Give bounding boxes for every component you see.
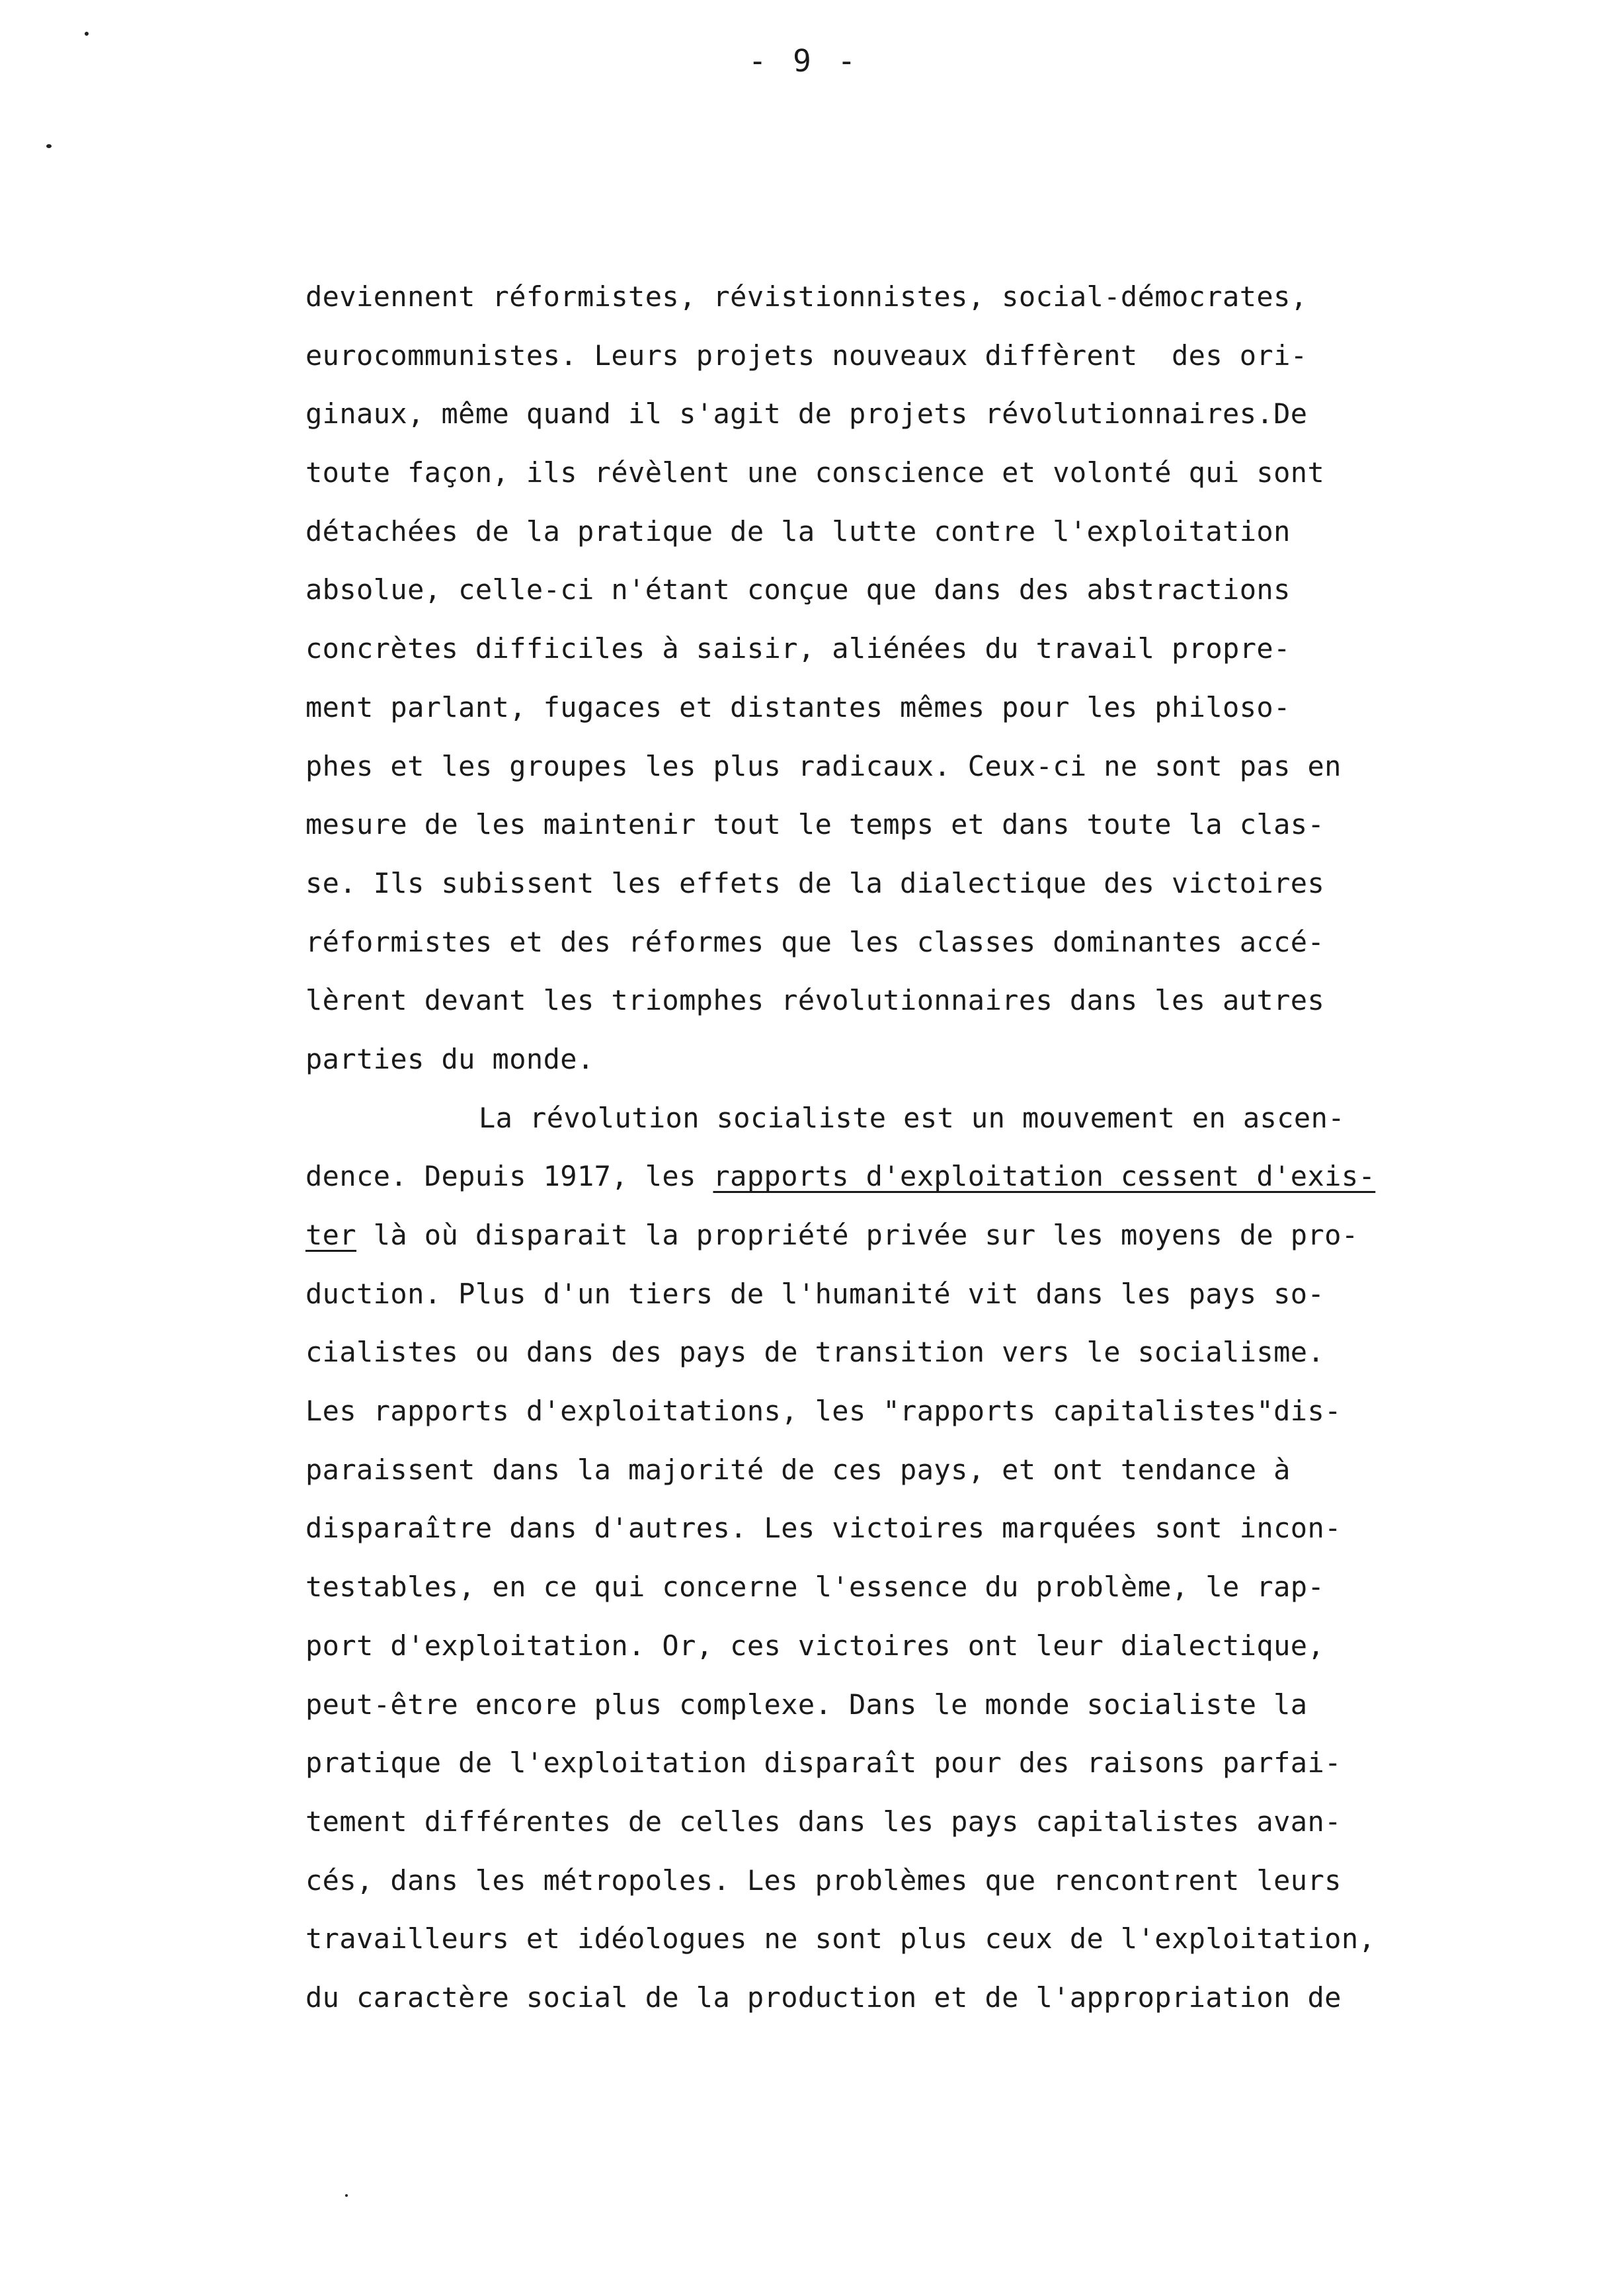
- text-line: disparaître dans d'autres. Les victoires marquées sont incon-: [305, 1512, 1342, 1545]
- text-line: phes et les groupes les plus radicaux. Ceux-ci ne sont pas en: [305, 749, 1342, 782]
- text-line: absolue, celle-ci n'étant conçue que dans des abstractions: [305, 573, 1291, 606]
- page-number: - 9 -: [748, 43, 860, 79]
- text-line: duction. Plus d'un tiers de l'humanité vit dans les pays so-: [305, 1277, 1325, 1310]
- text-line: [305, 1206, 1429, 1265]
- body-text: [305, 268, 1429, 2028]
- text-line: ment parlant, fugaces et distantes mêmes pour les philoso-: [305, 690, 1291, 723]
- text-line: tement différentes de celles dans les pays capitalistes avan-: [305, 1805, 1342, 1838]
- text-line: testables, en ce qui concerne l'essence du problème, le rap-: [305, 1571, 1325, 1604]
- underlined-phrase: ter: [305, 1219, 357, 1251]
- text-segment: là où disparait la propriété privée sur les moyens de pro-: [356, 1219, 1359, 1251]
- text-line: deviennent réformistes, révistionnistes, social-démocrates,: [305, 280, 1308, 313]
- text-line-indented: La révolution socialiste est un mouvement en ascen-: [479, 1101, 1345, 1134]
- text-line: [305, 1147, 1429, 1206]
- text-line: port d'exploitation. Or, ces victoires ont leur dialectique,: [305, 1629, 1325, 1662]
- text-line: ginaux, même quand il s'agit de projets révolutionnaires.De: [305, 397, 1308, 430]
- text-line: toute façon, ils révèlent une conscience et volonté qui sont: [305, 456, 1325, 489]
- scan-speck: [85, 32, 89, 36]
- text-line: Les rapports d'exploitations, les "rapports capitalistes"dis-: [305, 1395, 1342, 1428]
- text-line: eurocommunistes. Leurs projets nouveaux diffèrent des ori-: [305, 339, 1308, 372]
- text-line: lèrent devant les triomphes révolutionnaires dans les autres: [305, 984, 1325, 1017]
- text-line: du caractère social de la production et de l'appropriation de: [305, 1981, 1342, 2014]
- text-line: cialistes ou dans des pays de transition vers le socialisme.: [305, 1336, 1325, 1369]
- scan-speck: [345, 2194, 348, 2197]
- text-line: se. Ils subissent les effets de la dialectique des victoires: [305, 866, 1325, 899]
- text-line: peut-être encore plus complexe. Dans le monde socialiste la: [305, 1688, 1308, 1721]
- underlined-phrase: rapports d'exploitation cessent d'exis-: [713, 1160, 1376, 1193]
- text-line: détachées de la pratique de la lutte contre l'exploitation: [305, 514, 1291, 548]
- paragraph: [305, 268, 1429, 1089]
- text-line: pratique de l'exploitation disparaît pour des raisons parfai-: [305, 1746, 1342, 1780]
- paragraph: [305, 1089, 1429, 2028]
- scan-speck: [46, 144, 52, 148]
- text-line: cés, dans les métropoles. Les problèmes que rencontrent leurs: [305, 1864, 1342, 1897]
- text-line: mesure de les maintenir tout le temps et dans toute la clas-: [305, 808, 1325, 841]
- text-line: parties du monde.: [305, 1042, 594, 1075]
- text-segment: dence. Depuis 1917, les: [305, 1160, 713, 1193]
- text-line: concrètes difficiles à saisir, aliénées du travail propre-: [305, 632, 1291, 665]
- text-line: réformistes et des réformes que les classes dominantes accé-: [305, 925, 1325, 958]
- text-line: travailleurs et idéologues ne sont plus ceux de l'exploitation,: [305, 1922, 1376, 1955]
- text-line: paraissent dans la majorité de ces pays, et ont tendance à: [305, 1453, 1291, 1486]
